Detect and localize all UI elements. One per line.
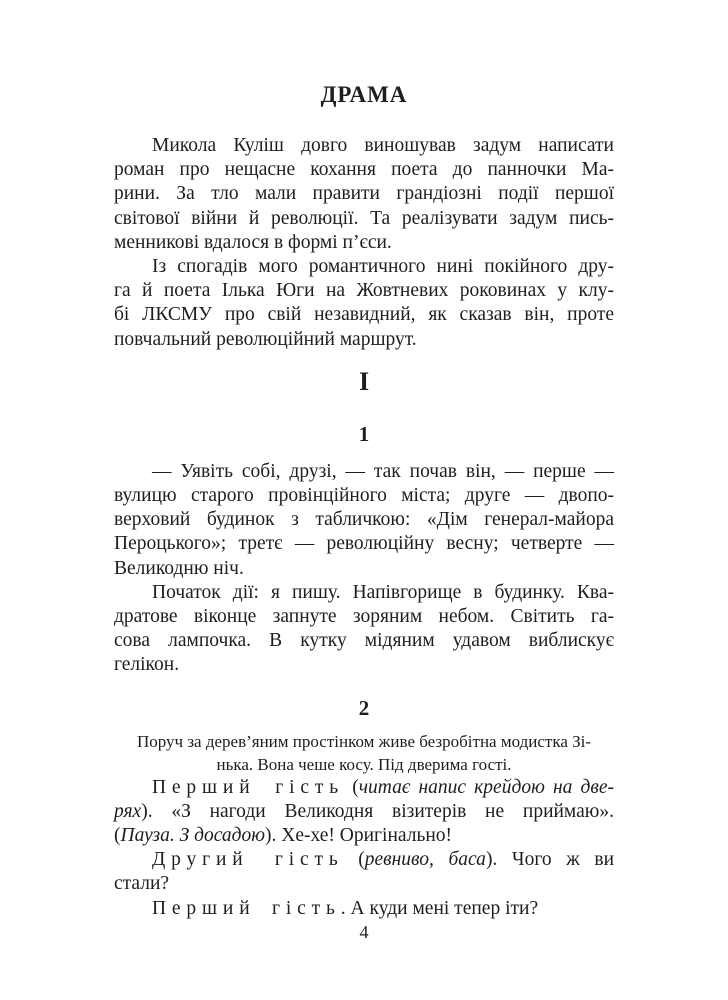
text-line: менникові вдалося в формі п’єси. bbox=[114, 231, 392, 253]
text-line: дратове віконце запнуте зоряним небом. Світить га- bbox=[114, 606, 614, 628]
stage-direction bbox=[114, 730, 614, 776]
text-line: рини. За тло мали правити грандіозні події першої bbox=[114, 183, 614, 205]
text-line: — Уявіть собі, друзі, — так почав він, — перше — bbox=[152, 460, 614, 482]
text-line: верховий будинок з табличкою: «Дім генерал-майора bbox=[114, 509, 614, 531]
text-line: сова лампочка. В кутку мідяним удавом виблискує bbox=[114, 630, 614, 652]
page-title: ДРАМА bbox=[320, 82, 408, 107]
text-line: Із спогадів мого романтичного нині покійного дру- bbox=[152, 256, 614, 278]
scene-number: 1 bbox=[358, 421, 370, 446]
text-line: Перший гість (читає напис крейдою на две- bbox=[152, 776, 615, 798]
text-line: гелікон. bbox=[114, 654, 180, 676]
text-line: Великодню ніч. bbox=[114, 557, 244, 579]
text-line: повчальний революційний маршрут. bbox=[114, 328, 417, 350]
text-line: роман про нещасне кохання поета до панночки Ма- bbox=[114, 159, 614, 181]
text-line: Перший гість. А куди мені тепер іти? bbox=[152, 897, 539, 919]
chapter-number: I bbox=[358, 366, 370, 396]
narration-paragraph bbox=[114, 581, 614, 678]
text-line: бі ЛКСМУ про свій незавидний, як сказав він, проте bbox=[114, 304, 614, 326]
page-number: 4 bbox=[359, 922, 369, 942]
text-line: нька. Вона чеше косу. Під дверима гості. bbox=[216, 754, 512, 774]
dialogue-paragraph bbox=[114, 848, 614, 896]
text-line: (Пауза. З досадою). Хе-хе! Оригінально! bbox=[114, 825, 453, 847]
text-line: світової війни й революції. Та реалізувати задум пись- bbox=[114, 207, 614, 229]
intro-paragraph bbox=[114, 134, 614, 255]
text-line: вулицю старого провінційного міста; друге — двопо- bbox=[114, 485, 614, 507]
scene-number: 2 bbox=[358, 695, 370, 720]
text-line: Другий гість (ревниво, баса). Чого ж ви стали? bbox=[114, 849, 614, 895]
text-line: Пероцького»; третє — революційну весну; четверте — bbox=[114, 533, 614, 555]
dialogue-paragraph bbox=[114, 897, 614, 921]
text-line: Поруч за дерев’яним простінком живе безробітна модистка Зі- bbox=[136, 731, 592, 751]
text-column bbox=[114, 0, 614, 921]
narration-paragraph bbox=[114, 460, 614, 581]
text-line: рях). «З нагоди Великодня візитерів не приймаю». bbox=[114, 800, 614, 822]
text-line: га й поета Ілька Юги на Жовтневих роковинах у клу- bbox=[114, 280, 614, 302]
text-line: Початок дії: я пишу. Напівгорище в будинку. Ква- bbox=[152, 581, 614, 603]
intro-paragraph bbox=[114, 255, 614, 352]
dialogue-paragraph bbox=[114, 776, 614, 849]
text-line: Микола Куліш довго виношував задум написати bbox=[152, 135, 614, 156]
